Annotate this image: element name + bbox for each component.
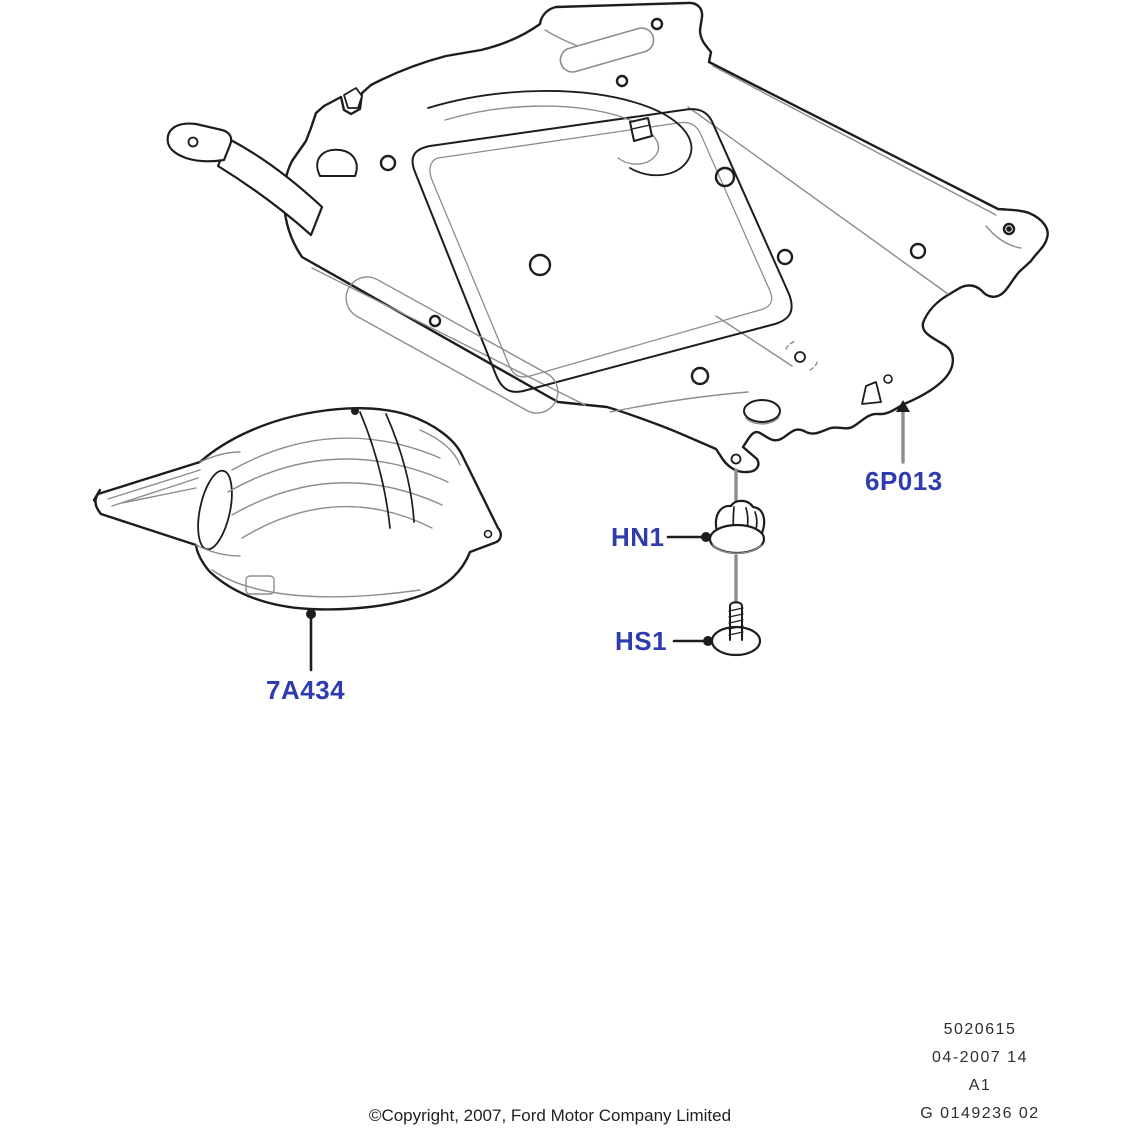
stamp-revision: A1 — [968, 1077, 992, 1094]
callout-screw[interactable]: HS1 — [615, 626, 668, 656]
clip-nut-drawing — [710, 501, 764, 553]
heat-shield-drawing — [94, 407, 501, 609]
undershield-plate-drawing — [168, 3, 1048, 472]
callout-shield-plate[interactable]: 6P013 — [865, 466, 943, 496]
stamp-date-code: 04-2007 14 — [932, 1049, 1028, 1066]
drawing-stamp-block — [888, 1016, 1072, 1128]
screw-drawing — [712, 602, 760, 655]
stamp-reference: G 0149236 02 — [920, 1105, 1040, 1122]
copyright-line: ©Copyright, 2007, Ford Motor Company Limited — [368, 1106, 732, 1125]
stamp-drawing-number: 5020615 — [943, 1021, 1017, 1038]
callout-heat-shield[interactable]: 7A434 — [266, 675, 346, 705]
callout-nut[interactable]: HN1 — [611, 522, 665, 552]
